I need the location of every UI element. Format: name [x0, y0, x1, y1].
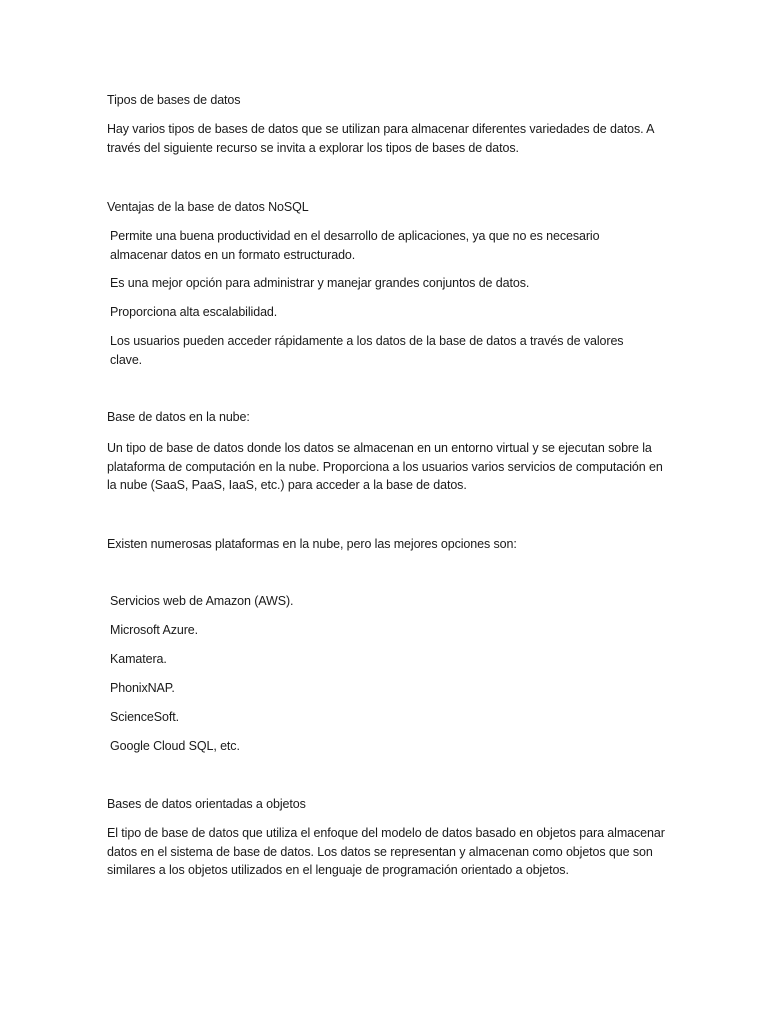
section-body-objetos: El tipo de base de datos que utiliza el enfoque del modelo de datos basado en objetos para almacenar datos en el sistema de base de datos. Los datos se representan y almacenan como objetos que son similares a los objetos utilizados en el lenguaje de programación orientado a objetos.	[107, 826, 665, 877]
platform-item: ScienceSoft.	[110, 710, 179, 724]
nosql-advantage-item: Proporciona alta escalabilidad.	[110, 305, 278, 319]
section-body-tipos: Hay varios tipos de bases de datos que se utilizan para almacenar diferentes variedades de datos. A través del siguiente recurso se invita a explorar los tipos de bases de datos.	[107, 122, 654, 155]
nosql-advantage-item: Los usuarios pueden acceder rápidamente a los datos de la base de datos a través de valores clave.	[110, 334, 624, 367]
platform-item: Microsoft Azure.	[110, 623, 199, 637]
section-heading-tipos: Tipos de bases de datos	[107, 93, 241, 107]
nosql-advantage-item: Permite una buena productividad en el desarrollo de aplicaciones, ya que no es necesario almacenar datos en un formato estructurado.	[110, 229, 600, 262]
platform-item: PhonixNAP.	[110, 681, 175, 695]
section-heading-nube: Base de datos en la nube:	[107, 410, 250, 424]
section-heading-objetos: Bases de datos orientadas a objetos	[107, 797, 306, 811]
nosql-advantage-item: Es una mejor opción para administrar y manejar grandes conjuntos de datos.	[110, 276, 530, 290]
platforms-intro: Existen numerosas plataformas en la nube, pero las mejores opciones son:	[107, 537, 517, 551]
section-body-nube: Un tipo de base de datos donde los datos se almacenan en un entorno virtual y se ejecutan sobre la plataforma de computación en la nube. Proporciona a los usuarios varios servicios de computación en la nube (SaaS, PaaS, IaaS, etc.) para acceder a la base de datos.	[107, 441, 663, 492]
platform-item: Servicios web de Amazon (AWS).	[110, 594, 294, 608]
platform-item: Kamatera.	[110, 652, 167, 666]
platform-item: Google Cloud SQL, etc.	[110, 739, 240, 753]
section-heading-nosql: Ventajas de la base de datos NoSQL	[107, 200, 309, 214]
